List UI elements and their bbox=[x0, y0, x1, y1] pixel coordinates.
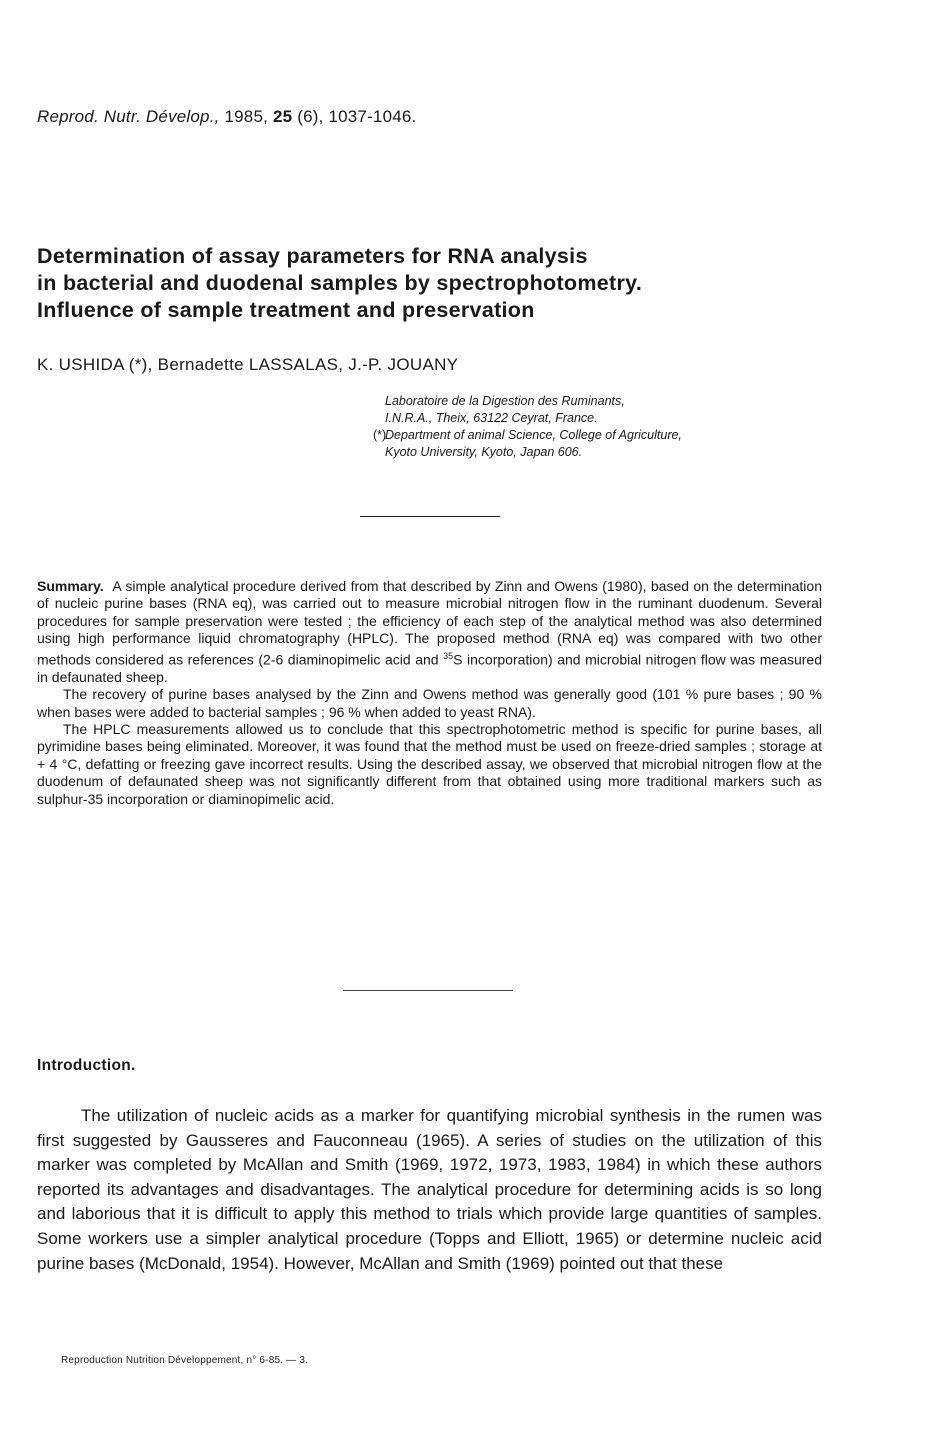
title-line: Determination of assay parameters for RNA analysis bbox=[37, 244, 588, 268]
journal-name: Reprod. Nutr. Dévelop., bbox=[37, 107, 220, 126]
summary-paragraph: The HPLC measurements allowed us to conclude that this spectrophotometric method is specific for purine bases, all pyrimidine bases being eliminated. Moreover, it was found that the method must be used on freeze-dried samples ; storage at + 4 °C, defatting or freezing gave incorrect results. Using the described assay, we observed that microbial nitrogen flow at the duodenum of defaunated sheep was not significantly different from that obtained using more traditional markers such as sulphur-35 incorporation or diaminopimelic acid. bbox=[37, 720, 822, 807]
affiliation-line: Laboratoire de la Digestion des Ruminants, bbox=[385, 394, 625, 408]
affiliation-text: Department of animal Science, College of Agriculture, bbox=[385, 428, 682, 442]
affiliation-line bbox=[373, 427, 682, 444]
journal-citation bbox=[37, 107, 416, 127]
summary-block bbox=[37, 578, 822, 808]
journal-year: 1985, bbox=[224, 107, 269, 126]
summary-paragraph bbox=[37, 578, 822, 686]
summary-text: S incorporation) and microbial nitrogen flow was measured in defaunated sheep. bbox=[37, 651, 822, 685]
journal-issue-pages: (6), 1037-1046. bbox=[297, 107, 417, 126]
affiliation-line: I.N.R.A., Theix, 63122 Ceyrat, France. bbox=[385, 411, 598, 425]
section-heading: Introduction. bbox=[37, 1057, 136, 1074]
section-divider bbox=[343, 990, 513, 991]
title-line: Influence of sample treatment and preservation bbox=[37, 298, 535, 322]
summary-paragraph: The recovery of purine bases analysed by the Zinn and Owens method was generally good (101 % pure bases ; 90 % when bases were added to bacterial samples ; 96 % when added to yeast RNA). bbox=[37, 686, 822, 720]
section-divider bbox=[360, 516, 500, 517]
page-footer: Reproduction Nutrition Développement, n° 6-85. — 3. bbox=[61, 1355, 309, 1366]
affiliation-mark: (*) bbox=[373, 428, 387, 442]
isotope-superscript: 35 bbox=[443, 650, 454, 661]
journal-volume: 25 bbox=[272, 107, 293, 126]
affiliations bbox=[373, 393, 682, 461]
author-list: K. USHIDA (*), Bernadette LASSALAS, J.-P. JOUANY bbox=[37, 355, 459, 374]
title-line: in bacterial and duodenal samples by spectrophotometry. bbox=[37, 271, 643, 295]
introduction-paragraph: The utilization of nucleic acids as a marker for quantifying microbial synthesis in the rumen was first suggested by Gausseres and Fauconneau (1965). A series of studies on the utilization of this marker was completed by McAllan and Smith (1969, 1972, 1973, 1983, 1984) in which these authors reported its advantages and disadvantages. The analytical procedure for determining acids is so long and laborious that it is difficult to apply this method to trials which provide large quantities of samples. Some workers use a simpler analytical procedure (Topps and Elliott, 1965) or determine nucleic acid purine bases (McDonald, 1954). However, McAllan and Smith (1969) pointed out that these bbox=[37, 1106, 822, 1273]
summary-label: Summary. bbox=[37, 578, 104, 594]
introduction-block bbox=[37, 1104, 822, 1276]
affiliation-line: Kyoto University, Kyoto, Japan 606. bbox=[385, 445, 583, 459]
article-title bbox=[37, 243, 857, 324]
summary-text: A simple analytical procedure derived from that described by Zinn and Owens (1980), based on the determination of nucleic purine bases (RNA eq), was carried out to measure microbial nitrogen flow in the ruminant duodenum. Several procedures for sample preservation were tested ; the efficiency of each step of the analytical method was also determined using high performance liquid chromatography (HPLC). The proposed method (RNA eq) was compared with two other methods considered as references (2-6 diaminopimelic acid and bbox=[37, 578, 822, 668]
